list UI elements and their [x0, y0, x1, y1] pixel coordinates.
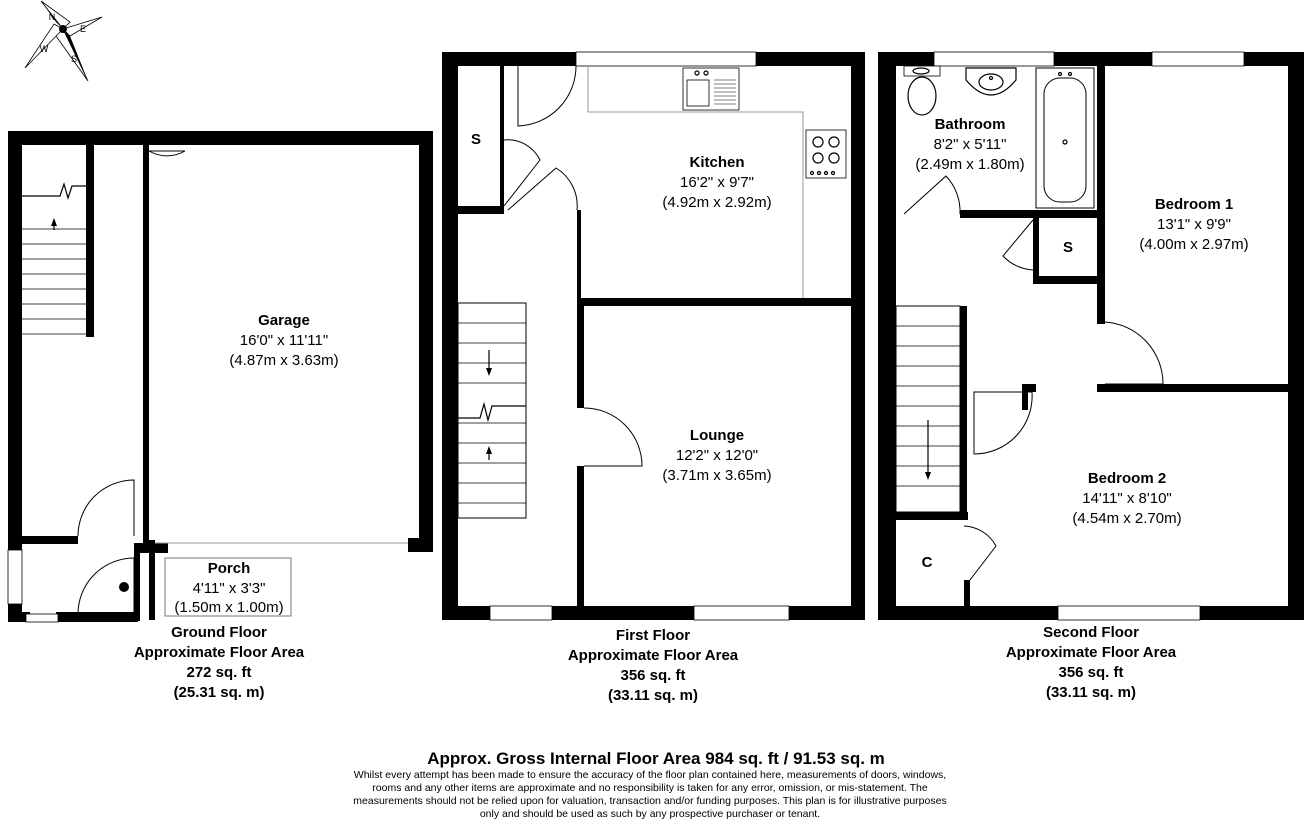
cupboard-label: C	[921, 554, 933, 571]
kitchen-name: Kitchen	[689, 154, 745, 171]
disclaimer-line: Whilst every attempt has been made to ensure the accuracy of the floor plan contained here, measurements of doors, windows,	[353, 769, 947, 781]
first-floor-sqm: (33.11 sq. m)	[607, 687, 699, 704]
first-stairs	[458, 323, 526, 503]
kitchen-imperial: 16'2" x 9'7"	[680, 174, 754, 191]
second-floor-plan	[878, 52, 1304, 620]
compass-n: N	[48, 12, 56, 22]
first-floor-area-label	[568, 627, 739, 704]
porch-name: Porch	[207, 560, 251, 577]
disclaimer-line: measurements should not be relied upon for valuation, transaction and/or funding purposes. This plan is for illustrative purposes	[353, 795, 947, 807]
compass-s: S	[70, 54, 78, 64]
bedroom2-metric: (4.54m x 2.70m)	[1072, 510, 1182, 527]
bedroom1-metric: (4.00m x 2.97m)	[1139, 236, 1249, 253]
compass-e: E	[79, 24, 87, 34]
first-floor-sqft: 356 sq. ft	[620, 667, 686, 684]
disclaimer	[353, 769, 946, 820]
compass-rose-icon	[25, 1, 102, 81]
porch-metric: (1.50m x 1.00m)	[174, 599, 284, 616]
lounge-name: Lounge	[689, 427, 745, 444]
second-store-label: S	[1062, 239, 1074, 256]
bathroom-imperial: 8'2" x 5'11"	[933, 136, 1007, 153]
bedroom2-imperial: 14'11" x 8'10"	[1082, 490, 1172, 507]
ground-floor-plan	[8, 131, 433, 622]
disclaimer-line: rooms and any other items are approximate and no responsibility is taken for any error, omission, or mis-statement. The	[372, 782, 928, 794]
porch-imperial: 4'11" x 3'3"	[192, 580, 266, 597]
second-floor-sqm: (33.11 sq. m)	[1045, 684, 1137, 701]
ground-floor-sqm: (25.31 sq. m)	[173, 684, 265, 701]
ground-floor-subtitle: Approximate Floor Area	[133, 644, 305, 661]
ground-stairs	[22, 184, 86, 334]
garage-metric: (4.87m x 3.63m)	[229, 352, 339, 369]
lounge-metric: (3.71m x 3.65m)	[662, 467, 772, 484]
total-area: Approx. Gross Internal Floor Area 984 sq. ft / 91.53 sq. m	[427, 749, 885, 768]
first-floor-subtitle: Approximate Floor Area	[567, 647, 739, 664]
disclaimer-line: only and should be used as such by any prospective purchaser or tenant.	[479, 808, 821, 820]
second-floor-subtitle: Approximate Floor Area	[1005, 644, 1177, 661]
lounge-imperial: 12'2" x 12'0"	[675, 447, 759, 464]
second-floor-sqft: 356 sq. ft	[1058, 664, 1124, 681]
bathroom-metric: (2.49m x 1.80m)	[915, 156, 1025, 173]
second-stairs	[896, 326, 960, 486]
second-floor-area-label	[1006, 624, 1177, 701]
compass-w: W	[39, 44, 49, 54]
first-floor-plan	[442, 52, 865, 620]
bedroom1-name: Bedroom 1	[1154, 196, 1234, 213]
second-floor-title: Second Floor	[1043, 624, 1139, 641]
bedroom2-name: Bedroom 2	[1087, 470, 1167, 487]
ground-floor-sqft: 272 sq. ft	[186, 664, 252, 681]
ground-floor-area-label	[134, 624, 305, 701]
kitchen-metric: (4.92m x 2.92m)	[662, 194, 772, 211]
bedroom1-imperial: 13'1" x 9'9"	[1157, 216, 1231, 233]
garage-imperial: 16'0" x 11'11"	[239, 332, 329, 349]
ground-floor-title: Ground Floor	[171, 624, 267, 641]
garage-name: Garage	[258, 312, 310, 329]
bathroom-name: Bathroom	[934, 116, 1006, 133]
first-floor-title: First Floor	[615, 627, 691, 644]
first-store-label: S	[470, 131, 482, 148]
